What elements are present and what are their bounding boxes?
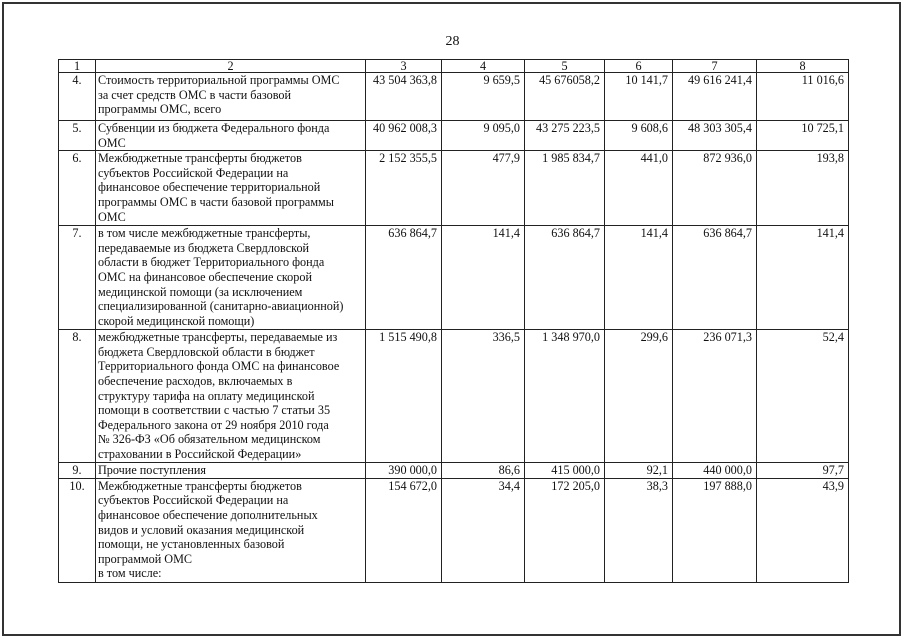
cell-col6: 441,0 xyxy=(605,151,673,226)
description-line: № 326-ФЗ «Об обязательном медицинском xyxy=(98,432,321,447)
description-line: специализированной (санитарно-авиационной) xyxy=(98,299,344,314)
row-description xyxy=(96,463,366,479)
column-header: 2 xyxy=(96,60,366,73)
cell-col4: 9 659,5 xyxy=(442,73,525,121)
table-row xyxy=(59,151,849,226)
column-header: 5 xyxy=(525,60,605,73)
description-line: ОМС xyxy=(98,135,126,150)
description-line: скорой медицинской помощи) xyxy=(98,313,255,328)
description-line: Межбюджетные трансферты бюджетов xyxy=(98,478,302,493)
cell-col6: 299,6 xyxy=(605,330,673,463)
row-number: 4. xyxy=(59,73,96,121)
cell-col3: 390 000,0 xyxy=(366,463,442,479)
description-line: бюджета Свердловской области в бюджет xyxy=(98,344,315,359)
cell-col4: 477,9 xyxy=(442,151,525,226)
description-line: страховании в Российской Федерации» xyxy=(98,446,302,461)
cell-col6: 141,4 xyxy=(605,226,673,330)
description-line: межбюджетные трансферты, передаваемые из xyxy=(98,330,338,345)
cell-col4: 9 095,0 xyxy=(442,121,525,151)
description-line: в том числе межбюджетные трансферты, xyxy=(98,226,311,241)
description-line: в том числе: xyxy=(98,566,162,581)
description-line: Прочие поступления xyxy=(98,463,207,478)
cell-col3: 636 864,7 xyxy=(366,226,442,330)
description-line: ОМС xyxy=(98,209,126,224)
cell-col7: 636 864,7 xyxy=(673,226,757,330)
cell-col5: 45 676058,2 xyxy=(525,73,605,121)
description-line: Стоимость территориальной программы ОМС xyxy=(98,73,340,87)
description-line: Субвенции из бюджета Федерального фонда xyxy=(98,121,330,135)
cell-col8: 97,7 xyxy=(757,463,849,479)
cell-col7: 197 888,0 xyxy=(673,478,757,582)
cell-col6: 10 141,7 xyxy=(605,73,673,121)
description-line: субъектов Российской Федерации на xyxy=(98,165,289,180)
cell-col8: 11 016,6 xyxy=(757,73,849,121)
row-number: 8. xyxy=(59,330,96,463)
cell-col3: 43 504 363,8 xyxy=(366,73,442,121)
column-header: 7 xyxy=(673,60,757,73)
cell-col8: 52,4 xyxy=(757,330,849,463)
row-number: 5. xyxy=(59,121,96,151)
description-line: Федерального закона от 29 ноября 2010 года xyxy=(98,417,329,432)
cell-col4: 86,6 xyxy=(442,463,525,479)
cell-col3: 40 962 008,3 xyxy=(366,121,442,151)
table-row xyxy=(59,478,849,582)
cell-col5: 415 000,0 xyxy=(525,463,605,479)
cell-col5: 43 275 223,5 xyxy=(525,121,605,151)
description-line: медицинской помощи (за исключением xyxy=(98,284,303,299)
description-line: программы ОМС в части базовой программы xyxy=(98,194,334,209)
cell-col8: 43,9 xyxy=(757,478,849,582)
cell-col7: 49 616 241,4 xyxy=(673,73,757,121)
table-row xyxy=(59,463,849,479)
column-header: 1 xyxy=(59,60,96,73)
description-line: видов и условий оказания медицинской xyxy=(98,522,305,537)
cell-col8: 193,8 xyxy=(757,151,849,226)
description-line: за счет средств ОМС в части базовой xyxy=(98,87,292,102)
table-row xyxy=(59,121,849,151)
table-row xyxy=(59,73,849,121)
cell-col8: 141,4 xyxy=(757,226,849,330)
column-header: 4 xyxy=(442,60,525,73)
cell-col5: 1 348 970,0 xyxy=(525,330,605,463)
description-line: программы ОМС, всего xyxy=(98,102,222,117)
cell-col4: 141,4 xyxy=(442,226,525,330)
cell-col8: 10 725,1 xyxy=(757,121,849,151)
column-header: 8 xyxy=(757,60,849,73)
row-number: 7. xyxy=(59,226,96,330)
cell-col7: 236 071,3 xyxy=(673,330,757,463)
description-line: ОМС на финансовое обеспечение скорой xyxy=(98,269,312,284)
cell-col5: 636 864,7 xyxy=(525,226,605,330)
cell-col7: 48 303 305,4 xyxy=(673,121,757,151)
cell-col3: 2 152 355,5 xyxy=(366,151,442,226)
cell-col7: 440 000,0 xyxy=(673,463,757,479)
cell-col6: 9 608,6 xyxy=(605,121,673,151)
description-line: помощи в соответствии с частью 7 статьи 35 xyxy=(98,403,331,418)
row-description xyxy=(96,73,366,121)
description-line: субъектов Российской Федерации на xyxy=(98,493,289,508)
budget-table xyxy=(58,59,849,583)
table-body xyxy=(59,60,849,583)
row-description xyxy=(96,478,366,582)
cell-col4: 336,5 xyxy=(442,330,525,463)
cell-col6: 92,1 xyxy=(605,463,673,479)
cell-col3: 154 672,0 xyxy=(366,478,442,582)
row-number: 9. xyxy=(59,463,96,479)
row-description xyxy=(96,151,366,226)
description-line: области в бюджет Территориального фонда xyxy=(98,255,325,270)
description-line: передаваемые из бюджета Свердловской xyxy=(98,240,310,255)
cell-col3: 1 515 490,8 xyxy=(366,330,442,463)
row-description xyxy=(96,330,366,463)
cell-col4: 34,4 xyxy=(442,478,525,582)
column-header: 3 xyxy=(366,60,442,73)
table-row xyxy=(59,330,849,463)
cell-col5: 172 205,0 xyxy=(525,478,605,582)
cell-col6: 38,3 xyxy=(605,478,673,582)
row-description xyxy=(96,121,366,151)
description-line: обеспечение расходов, включаемых в xyxy=(98,373,293,388)
description-line: финансовое обеспечение территориальной xyxy=(98,180,321,195)
table-row xyxy=(59,226,849,330)
description-line: финансовое обеспечение дополнительных xyxy=(98,507,318,522)
table-header-row xyxy=(59,60,849,73)
column-header: 6 xyxy=(605,60,673,73)
page-number: 28 xyxy=(445,34,460,49)
cell-col5: 1 985 834,7 xyxy=(525,151,605,226)
description-line: Территориального фонда ОМС на финансовое xyxy=(98,359,340,374)
description-line: помощи, не установленных базовой xyxy=(98,537,285,552)
row-description xyxy=(96,226,366,330)
row-number: 10. xyxy=(59,478,96,582)
description-line: программой ОМС xyxy=(98,551,193,566)
description-line: Межбюджетные трансферты бюджетов xyxy=(98,151,302,166)
description-line: структуру тарифа на оплату медицинской xyxy=(98,388,315,403)
row-number: 6. xyxy=(59,151,96,226)
cell-col7: 872 936,0 xyxy=(673,151,757,226)
